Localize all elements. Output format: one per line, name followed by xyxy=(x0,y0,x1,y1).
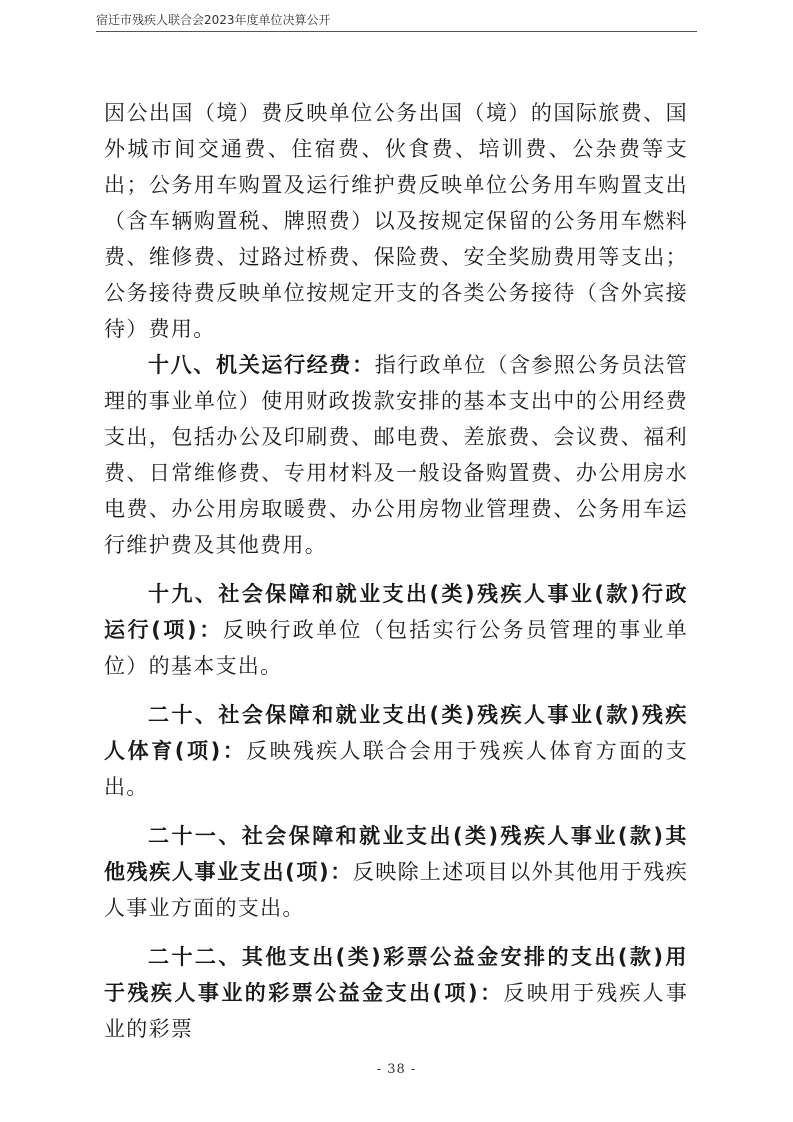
intro-paragraph: 因公出国（境）费反映单位公务出国（境）的国际旅费、国外城市间交通费、住宿费、伙食费、培训费、公杂费等支出；公务用车购置及运行维护费反映单位公务用车购置支出（含车辆购置税、牌照费）以及按规定保留的公务用车燃料费、维修费、过路过桥费、保险费、安全奖励费用等支出；公务接待费反映单位按规定开支的各类公务接待（含外宾接待）费用。 xyxy=(104,101,688,341)
item-paragraph-22 xyxy=(104,939,688,1047)
item-text-22: 反映用于残疾人事业的彩票 xyxy=(104,981,688,1041)
item-text-19: 反映行政单位（包括实行公务员管理的事业单位）的基本支出。 xyxy=(104,618,688,678)
item-paragraph-18 xyxy=(104,347,688,563)
item-paragraph-21 xyxy=(104,818,688,926)
item-term-22: 二十二、其他支出(类)彩票公益金安排的支出(款)用于残疾人事业的彩票公益金支出(项)： xyxy=(104,945,688,1005)
document-body xyxy=(104,95,688,1047)
item-term-18: 十八、机关运行经费： xyxy=(148,353,375,377)
item-term-19: 十九、社会保障和就业支出(类)残疾人事业(款)行政运行(项)： xyxy=(104,582,688,642)
item-text-18: 指行政单位（含参照公务员法管理的事业单位）使用财政拨款安排的基本支出中的公用经费支出，包括办公及印刷费、邮电费、差旅费、会议费、福利费、日常维修费、专用材料及一般设备购置费、办公用房水电费、办公用房取暖费、办公用房物业管理费、公务用车运行维护费及其他费用。 xyxy=(104,353,688,557)
item-paragraph-20 xyxy=(104,697,688,805)
item-term-21: 二十一、社会保障和就业支出(类)残疾人事业(款)其他残疾人事业支出(项)： xyxy=(104,824,688,884)
item-text-20: 反映残疾人联合会用于残疾人体育方面的支出。 xyxy=(104,739,688,799)
item-term-20: 二十、社会保障和就业支出(类)残疾人事业(款)残疾人体育(项)： xyxy=(104,703,688,763)
item-paragraph-19 xyxy=(104,576,688,684)
item-text-21: 反映除上述项目以外其他用于残疾人事业方面的支出。 xyxy=(104,860,688,920)
document-header: 宿迁市残疾人联合会2023年度单位决算公开 xyxy=(96,13,331,27)
header-divider xyxy=(96,31,697,32)
page-number: - 38 - xyxy=(376,1062,417,1077)
